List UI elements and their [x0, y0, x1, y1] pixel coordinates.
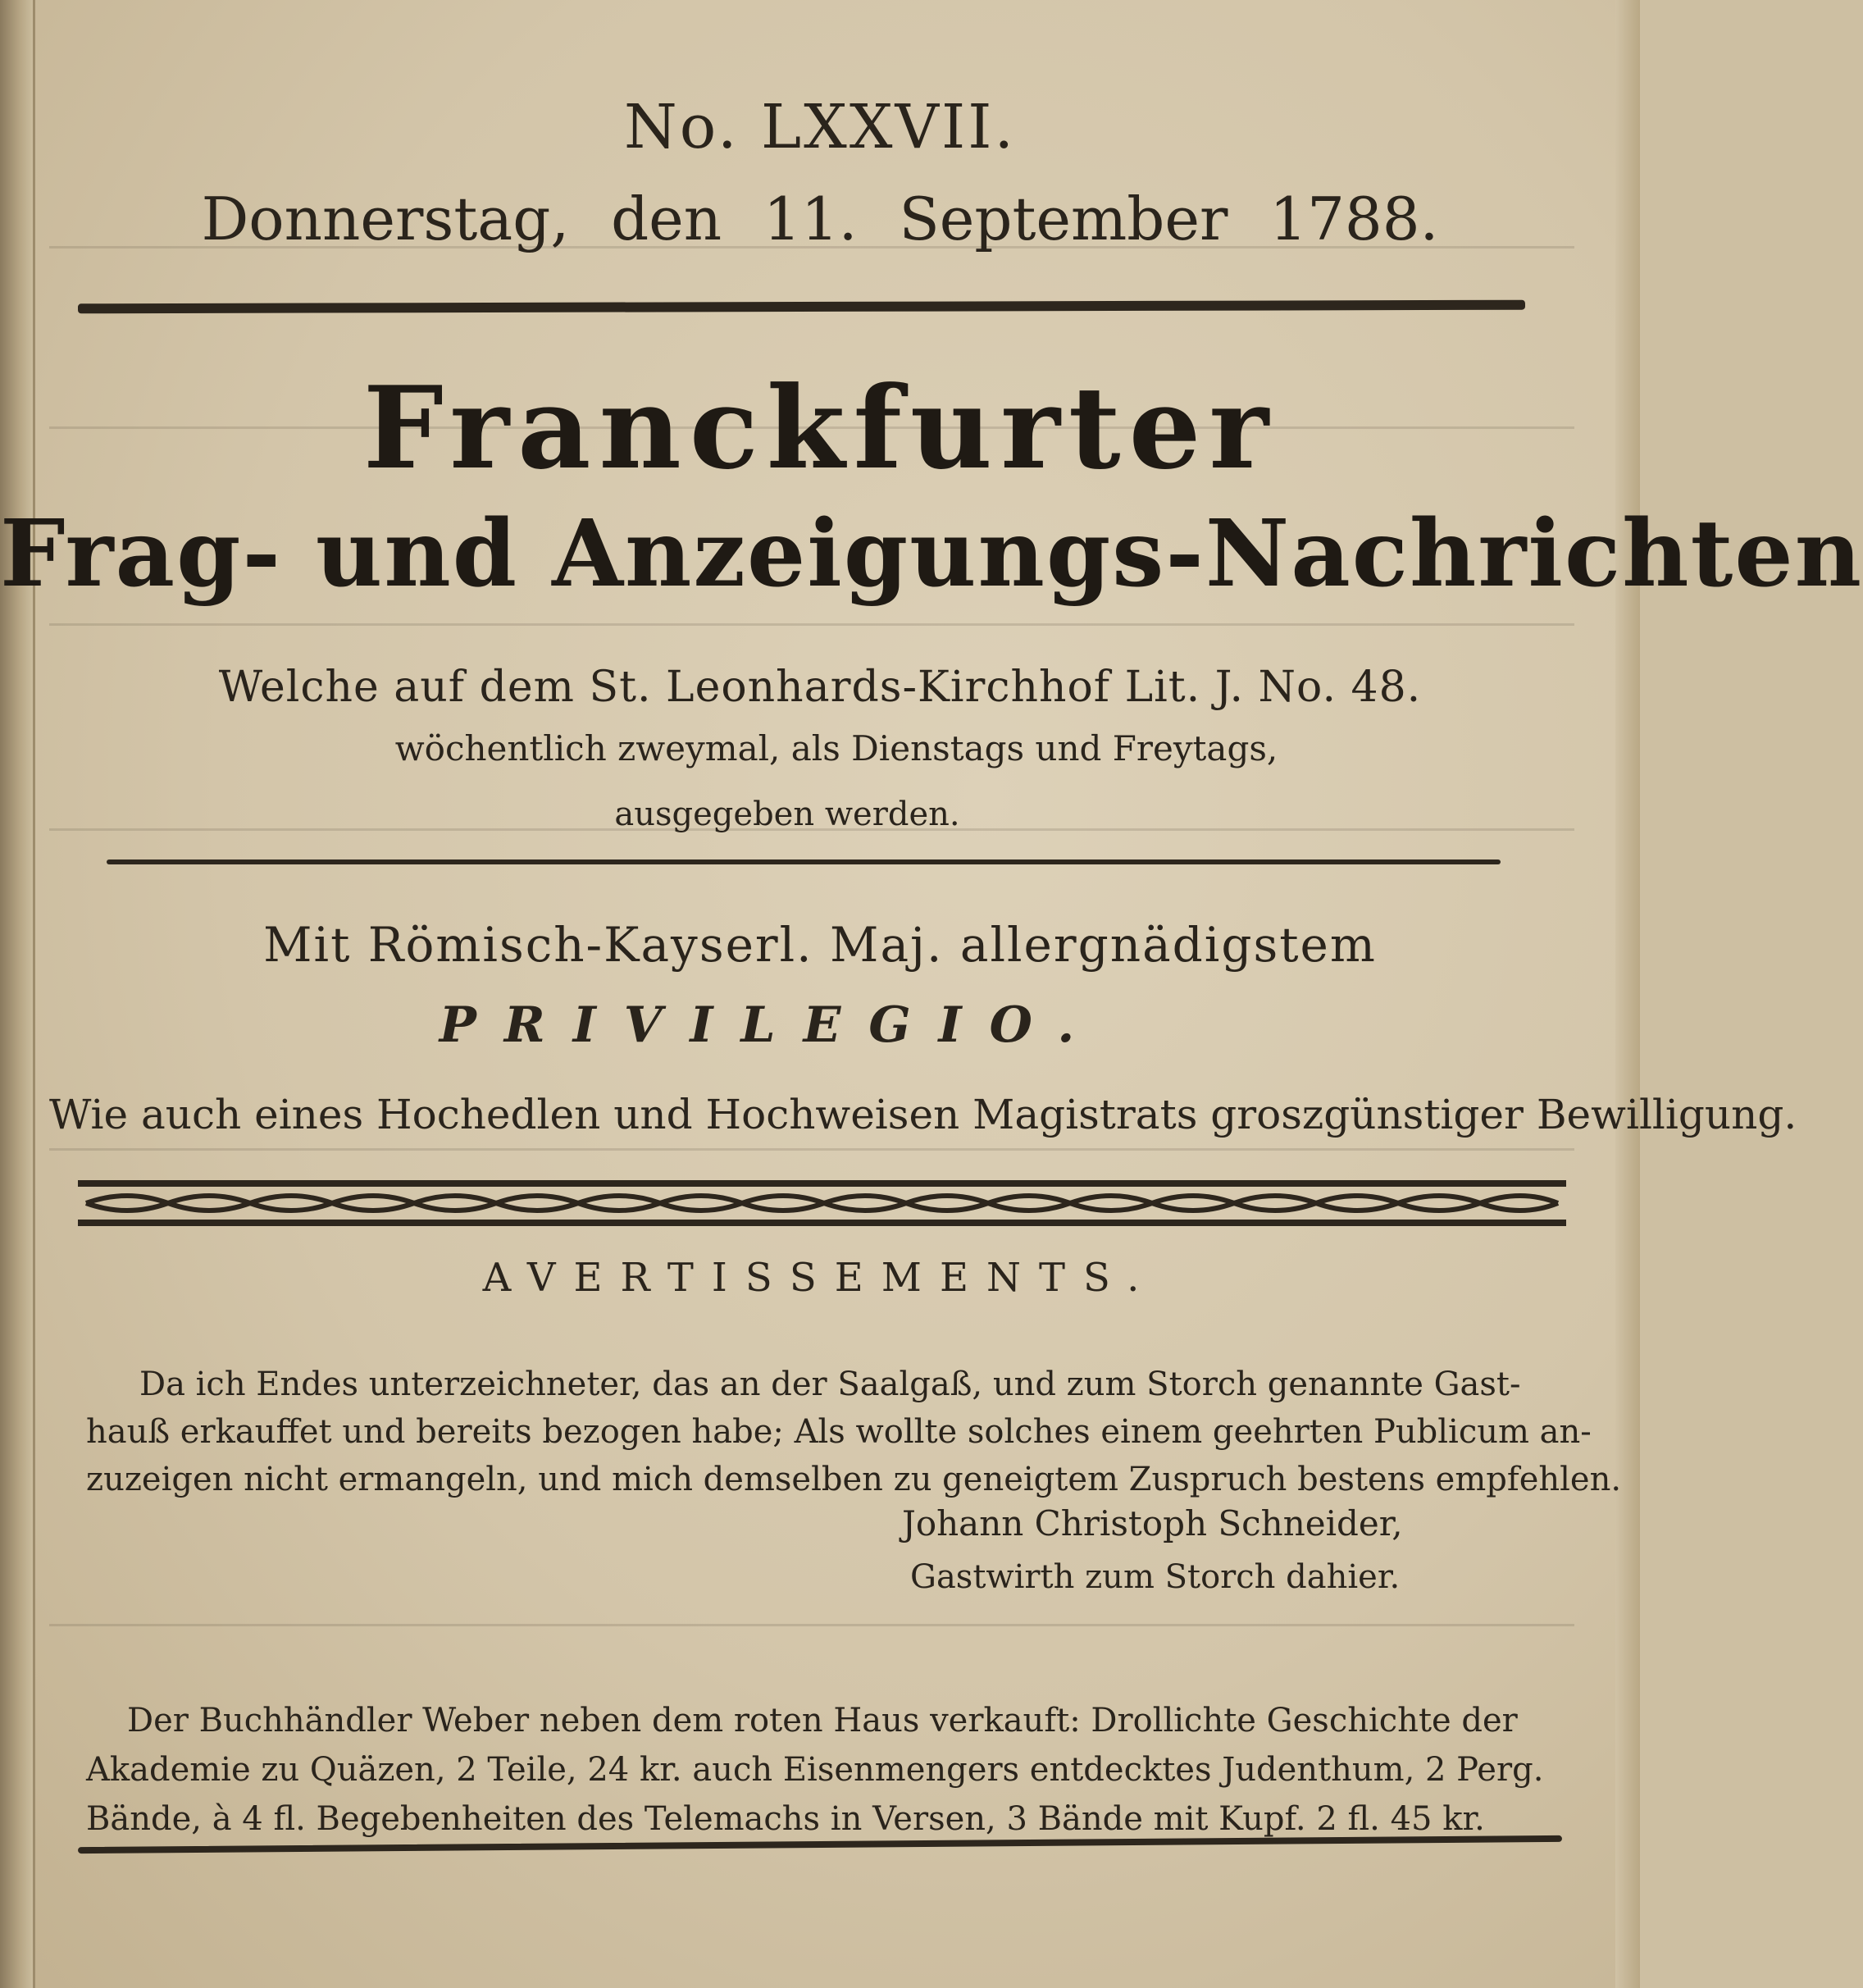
- masthead-rule: [107, 859, 1501, 864]
- header-rule: [78, 300, 1525, 314]
- notice-line: hauß erkauffet und bereits bezogen habe; Als wollte solches einem geehrten Publicum an-: [86, 1413, 1592, 1451]
- signature-title: Gastwirth zum Storch dahier.: [910, 1558, 1401, 1596]
- signature-name: Johann Christoph Schneider,: [902, 1503, 1403, 1543]
- masthead-issued: ausgegeben werden.: [614, 796, 960, 833]
- bookseller-line: Der Buchhändler Weber neben dem roten Haus verkauft: Drollichte Geschichte der: [127, 1702, 1518, 1740]
- show-through-line: [49, 623, 1574, 626]
- bookseller-line: Akademie zu Quäzen, 2 Teile, 24 kr. auch Eisenmengers entdecktes Judenthum, 2 Perg.: [86, 1751, 1544, 1789]
- masthead-subtitle: Frag- und Anzeigungs-Nachrichten: [0, 500, 1863, 608]
- page-edge: [1615, 0, 1640, 1988]
- show-through-line: [49, 1148, 1574, 1151]
- magistrate-line: Wie auch eines Hochedlen und Hochweisen Magistrats groszgünstiger Bewilligung.: [49, 1091, 1797, 1138]
- masthead-title: Franckfurter: [362, 361, 1278, 495]
- ornamental-border: [78, 1177, 1566, 1229]
- dateline: Donnerstag, den 11. September 1788.: [201, 185, 1439, 253]
- section-heading: AVERTISSEMENTS.: [482, 1255, 1158, 1301]
- notice-line: Da ich Endes unterzeichneter, das an der Saalgaß, und zum Storch genannte Gast-: [139, 1366, 1521, 1403]
- notice-line: zuzeigen nicht ermangeln, und mich demselben zu geneigtem Zuspruch bestens empfehlen.: [86, 1461, 1622, 1498]
- privilege-line: Mit Römisch-Kayserl. Maj. allergnädigstem: [263, 917, 1377, 973]
- gutter-fold-line: [33, 0, 35, 1988]
- masthead-address: Welche auf dem St. Leonhards-Kirchhof Lit. J. No. 48.: [218, 663, 1422, 712]
- privilege-word: PRIVILEGIO.: [439, 996, 1103, 1054]
- binding-gutter: [0, 0, 33, 1988]
- issue-number: No. LXXVII.: [624, 92, 1016, 162]
- bookseller-line: Bände, à 4 fl. Begebenheiten des Telemachs in Versen, 3 Bände mit Kupf. 2 fl. 45 kr.: [86, 1800, 1485, 1838]
- show-through-line: [49, 1624, 1574, 1626]
- masthead-schedule: wöchentlich zweymal, als Dienstags und Freytags,: [394, 728, 1278, 768]
